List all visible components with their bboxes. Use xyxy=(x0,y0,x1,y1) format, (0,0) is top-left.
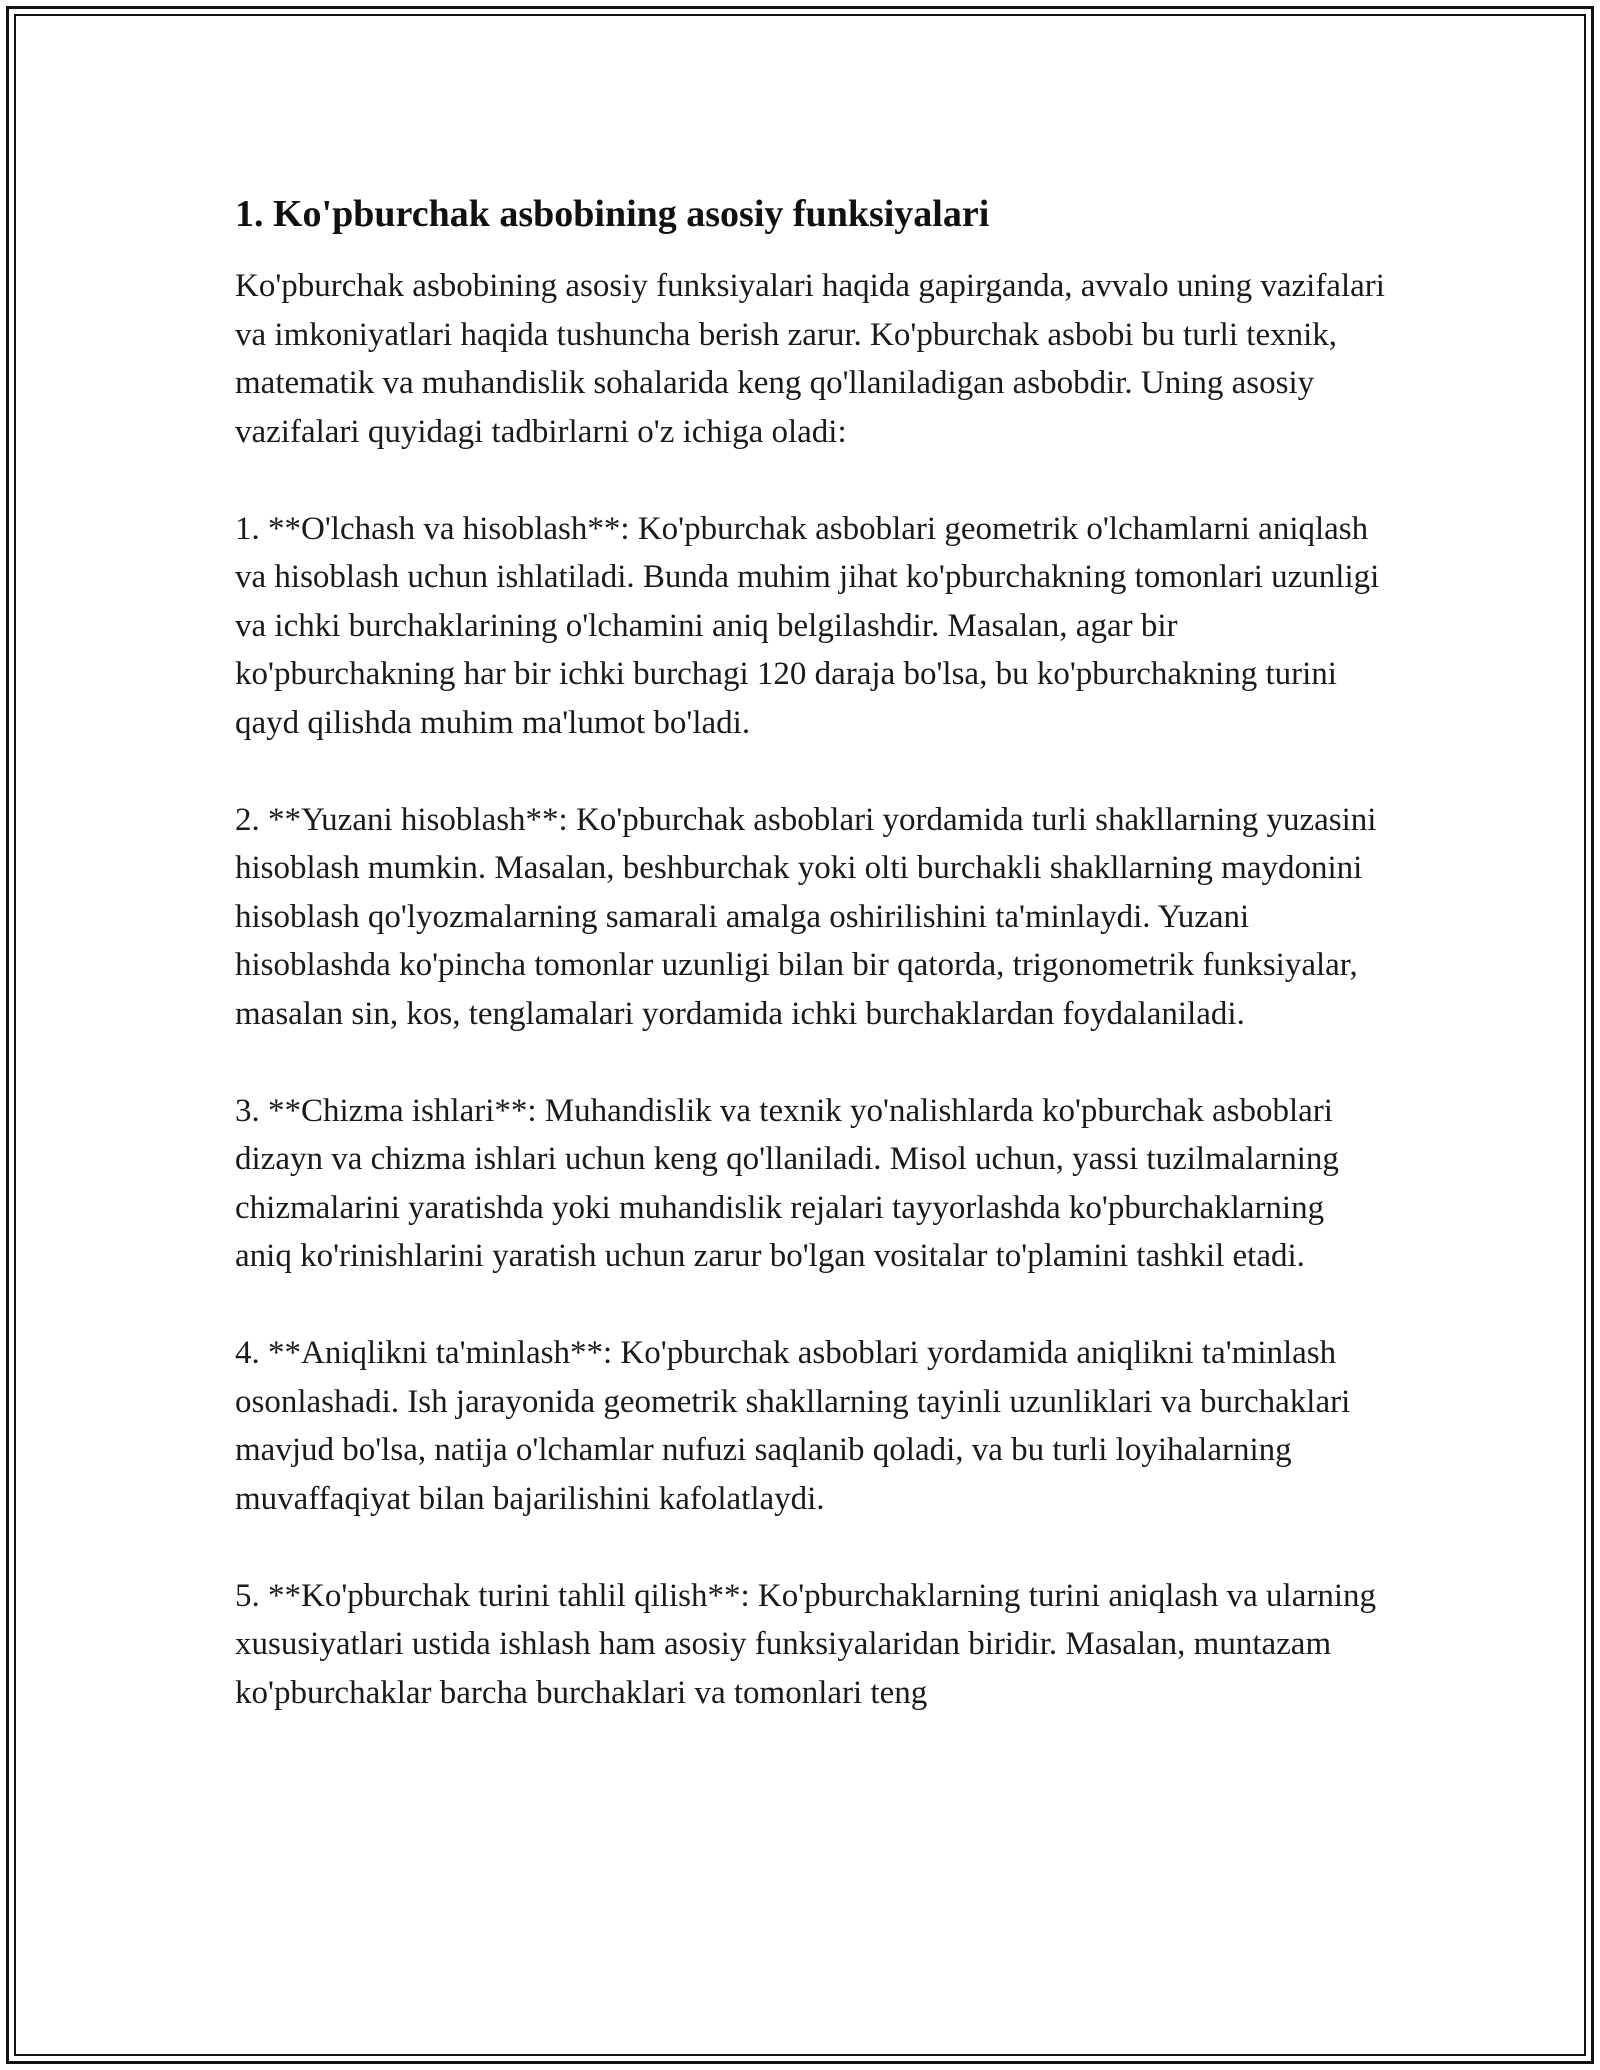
list-item-drawing: 3. **Chizma ishlari**: Muhandislik va texnik yo'nalishlarda ko'pburchak asboblari dizayn va chizma ishlari uchun keng qo'llaniladi. Misol uchun, yassi tuzilmalarning chizmalarini yaratishda yoki muhandislik rejalari tayyorlashda ko'pburchaklarning aniq ko'rinishlarini yaratish uchun zarur bo'lgan vositalar to'plamini tashkil etadi. xyxy=(235,1092,1339,1274)
document-body xyxy=(235,186,1385,1717)
intro-paragraph: Ko'pburchak asbobining asosiy funksiyalari haqida gapirganda, avvalo uning vazifalari va imkoniyatlari haqida tushuncha berish zarur. Ko'pburchak asbobi bu turli texnik, matematik va muhandislik sohalarida keng qo'llaniladigan asbobdir. Uning asosiy vazifalari quyidagi tadbirlarni o'z ichiga oladi: xyxy=(235,268,1385,450)
section-heading: 1. Ko'pburchak asbobining asosiy funksiyalari xyxy=(235,193,990,235)
list-item-type-analysis: 5. **Ko'pburchak turini tahlil qilish**: Ko'pburchaklarning turini aniqlash va ularning xususiyatlari ustida ishlash ham asosiy funksiyalaridan biridir. Masalan, muntazam ko'pburchaklar barcha burchaklari va tomonlari teng xyxy=(235,1577,1377,1711)
list-item-area: 2. **Yuzani hisoblash**: Ko'pburchak asboblari yordamida turli shakllarning yuzasini hisoblash mumkin. Masalan, beshburchak yoki olti burchakli shakllarning maydonini hisoblash qo'lyozmalarning samarali amalga oshirilishini ta'minlaydi. Yuzani hisoblashda ko'pincha tomonlar uzunligi bilan bir qatorda, trigonometrik funksiyalar, masalan sin, kos, tenglamalari yordamida ichki burchaklardan foydalaniladi. xyxy=(235,801,1377,1032)
list-item-measuring: 1. **O'lchash va hisoblash**: Ko'pburchak asboblari geometrik o'lchamlarni aniqlash va hisoblash uchun ishlatiladi. Bunda muhim jihat ko'pburchakning tomonlari uzunligi va ichki burchaklarining o'lchamini aniq belgilashdir. Masalan, agar bir ko'pburchakning har bir ichki burchagi 120 daraja bo'lsa, bu ko'pburchakning turini qayd qilishda muhim ma'lumot bo'ladi. xyxy=(235,510,1380,741)
list-item-accuracy: 4. **Aniqlikni ta'minlash**: Ko'pburchak asboblari yordamida aniqlikni ta'minlash osonlashadi. Ish jarayonida geometrik shakllarning tayinli uzunliklari va burchaklari mavjud bo'lsa, natija o'lchamlar nufuzi saqlanib qoladi, va bu turli loyihalarning muvaffaqiyat bilan bajarilishini kafolatlaydi. xyxy=(235,1335,1351,1517)
